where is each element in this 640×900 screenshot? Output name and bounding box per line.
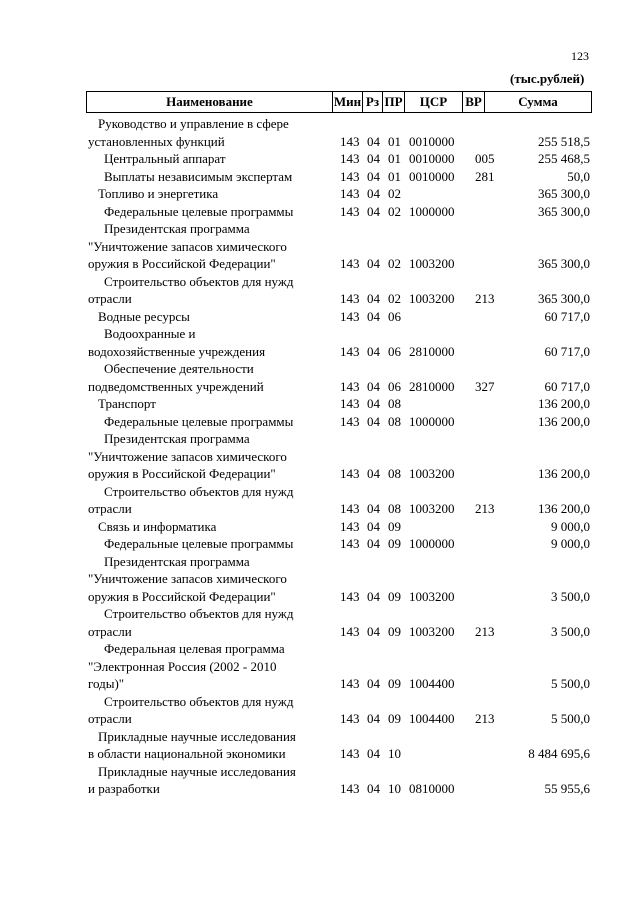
code-csr: 0810000 [409, 781, 455, 796]
row-name-line: "Уничтожение запасов химического [88, 448, 287, 464]
table-row [88, 185, 598, 203]
row-codes [340, 255, 505, 273]
row-name-line: в области национальной экономики [88, 746, 286, 761]
row-name-line: Президентская программа [104, 431, 250, 446]
code-pr: 10 [388, 746, 401, 761]
row-name [88, 728, 333, 763]
row-name [88, 203, 333, 221]
row-name [88, 168, 333, 186]
table-row [88, 115, 598, 150]
row-name [88, 273, 333, 308]
row-name [88, 518, 333, 536]
row-sum: 136 200,0 [538, 396, 590, 411]
row-name [88, 308, 333, 326]
header-name: Наименование [87, 92, 333, 112]
code-min: 143 [340, 256, 360, 271]
row-name [88, 185, 333, 203]
row-codes [340, 745, 505, 763]
code-pr: 09 [388, 536, 401, 551]
row-name [88, 605, 333, 640]
row-name [88, 115, 333, 150]
code-rz: 04 [367, 676, 380, 691]
row-codes [340, 203, 505, 221]
code-pr: 08 [388, 413, 401, 429]
row-name [88, 535, 333, 553]
code-rz: 04 [367, 378, 380, 394]
row-name [88, 763, 333, 798]
page-number: 123 [571, 49, 589, 63]
table-row [88, 395, 598, 413]
code-min: 143 [340, 343, 360, 359]
row-name [88, 430, 333, 483]
header-vr: ВР [463, 92, 485, 112]
row-sum: 365 300,0 [538, 186, 590, 201]
row-name-line: Прикладные научные исследования [98, 728, 296, 744]
row-name [88, 693, 333, 728]
code-rz: 04 [367, 203, 380, 219]
code-csr: 2810000 [409, 343, 455, 359]
code-min: 143 [340, 501, 360, 516]
code-pr: 08 [388, 501, 401, 516]
row-name-line: Строительство объектов для нужд [104, 606, 294, 621]
row-name-line: Транспорт [98, 396, 156, 411]
row-codes [340, 535, 505, 553]
code-rz: 04 [367, 413, 380, 429]
code-min: 143 [340, 623, 360, 639]
code-min: 143 [340, 588, 360, 604]
row-name [88, 325, 333, 360]
code-csr: 1003200 [409, 623, 455, 639]
row-name-line: установленных функций [88, 133, 225, 149]
code-csr: 1004400 [409, 711, 455, 726]
row-sum: 255 518,5 [538, 133, 590, 149]
row-name-line: и разработки [88, 781, 160, 796]
code-min: 143 [340, 308, 360, 324]
code-pr: 09 [388, 711, 401, 726]
row-sum: 9 000,0 [551, 536, 590, 551]
row-codes [340, 168, 505, 186]
row-name-line: Строительство объектов для нужд [104, 273, 294, 289]
row-name [88, 395, 333, 413]
table-row [88, 763, 598, 798]
row-sum: 136 200,0 [538, 466, 590, 481]
code-pr: 06 [388, 343, 401, 359]
header-rz: Рз [363, 92, 383, 112]
code-csr: 0010000 [409, 168, 455, 184]
code-min: 143 [340, 133, 360, 149]
code-vr: 213 [475, 711, 495, 726]
row-name-line: Водоохранные и [104, 326, 196, 341]
row-sum: 5 500,0 [551, 711, 590, 726]
code-pr: 02 [388, 203, 401, 219]
table-body [88, 115, 598, 798]
row-name-line: Обеспечение деятельности [104, 361, 254, 376]
table-row [88, 605, 598, 640]
code-rz: 04 [367, 308, 380, 324]
row-name-line: Строительство объектов для нужд [104, 483, 294, 499]
code-csr: 1003200 [409, 466, 455, 481]
row-codes [340, 150, 505, 168]
code-csr: 1003200 [409, 501, 455, 516]
row-name-line: оружия в Российской Федерации" [88, 466, 276, 481]
code-vr: 213 [475, 291, 495, 306]
code-min: 143 [340, 168, 360, 184]
row-name-line: Федеральные целевые программы [104, 413, 294, 429]
code-rz: 04 [367, 781, 380, 796]
row-sum: 60 717,0 [544, 378, 590, 394]
row-sum: 8 484 695,6 [528, 746, 590, 761]
code-csr: 1004400 [409, 676, 455, 691]
row-name-line: оружия в Российской Федерации" [88, 256, 276, 271]
table-row [88, 640, 598, 693]
row-codes [340, 308, 505, 326]
table-row [88, 518, 598, 536]
row-name-line: Президентская программа [104, 553, 250, 569]
row-name-line: Прикладные научные исследования [98, 763, 296, 779]
row-codes [340, 675, 505, 693]
code-csr: 1000000 [409, 203, 455, 219]
table-row [88, 203, 598, 221]
code-pr: 08 [388, 466, 401, 481]
row-sum: 136 200,0 [538, 413, 590, 429]
code-pr: 02 [388, 291, 401, 306]
row-name-line: отрасли [88, 501, 132, 516]
row-name [88, 483, 333, 518]
table-row [88, 273, 598, 308]
table-row [88, 413, 598, 431]
table-row [88, 693, 598, 728]
row-name-line: "Уничтожение запасов химического [88, 571, 287, 586]
code-csr: 0010000 [409, 151, 455, 166]
row-name-line: Федеральные целевые программы [104, 203, 294, 219]
code-csr: 0010000 [409, 133, 455, 149]
header-min: Мин [333, 92, 363, 112]
row-name-line: Водные ресурсы [98, 308, 190, 324]
row-name-line: отрасли [88, 623, 132, 639]
code-vr: 005 [475, 151, 495, 166]
code-rz: 04 [367, 256, 380, 271]
code-csr: 1000000 [409, 413, 455, 429]
header-csr: ЦСР [405, 92, 463, 112]
row-name-line: "Уничтожение запасов химического [88, 238, 287, 254]
row-codes [340, 710, 505, 728]
code-pr: 06 [388, 308, 401, 324]
code-vr: 327 [475, 378, 495, 394]
row-name-line: Связь и информатика [98, 518, 217, 534]
code-min: 143 [340, 711, 360, 726]
code-rz: 04 [367, 168, 380, 184]
row-codes [340, 518, 505, 536]
code-min: 143 [340, 151, 360, 166]
row-codes [340, 465, 505, 483]
code-pr: 09 [388, 623, 401, 639]
row-name-line: Строительство объектов для нужд [104, 693, 294, 709]
row-sum: 3 500,0 [551, 623, 590, 639]
row-codes [340, 623, 505, 641]
row-name-line: водохозяйственные учреждения [88, 343, 266, 359]
code-min: 143 [340, 466, 360, 481]
code-rz: 04 [367, 711, 380, 726]
code-csr: 1003200 [409, 588, 455, 604]
code-min: 143 [340, 203, 360, 219]
code-min: 143 [340, 746, 360, 761]
row-name-line: годы)" [88, 676, 125, 691]
code-pr: 09 [388, 518, 401, 534]
table-row [88, 728, 598, 763]
row-codes [340, 395, 505, 413]
row-codes [340, 378, 505, 396]
row-name-line: Федеральные целевые программы [104, 536, 294, 551]
code-min: 143 [340, 396, 360, 411]
code-min: 143 [340, 291, 360, 306]
code-pr: 10 [388, 781, 401, 796]
code-rz: 04 [367, 396, 380, 411]
row-sum: 255 468,5 [538, 151, 590, 166]
code-rz: 04 [367, 343, 380, 359]
table-row [88, 360, 598, 395]
row-name-line: отрасли [88, 711, 132, 726]
code-rz: 04 [367, 501, 380, 516]
row-sum: 365 300,0 [538, 291, 590, 306]
header-sum: Сумма [518, 94, 558, 109]
units-label: (тыс.рублей) [510, 71, 585, 86]
code-min: 143 [340, 186, 360, 201]
row-name [88, 553, 333, 606]
code-pr: 01 [388, 168, 401, 184]
table-header [86, 91, 592, 113]
row-sum: 55 955,6 [544, 781, 590, 796]
code-pr: 02 [388, 256, 401, 271]
table-row [88, 168, 598, 186]
code-rz: 04 [367, 588, 380, 604]
code-pr: 06 [388, 378, 401, 394]
row-codes [340, 500, 505, 518]
row-codes [340, 133, 505, 151]
row-sum: 9 000,0 [551, 518, 590, 534]
code-csr: 1003200 [409, 256, 455, 271]
code-csr: 1000000 [409, 536, 455, 551]
row-name-line: отрасли [88, 291, 132, 306]
row-name [88, 150, 333, 168]
code-min: 143 [340, 413, 360, 429]
code-vr: 213 [475, 623, 495, 639]
row-name [88, 360, 333, 395]
code-pr: 01 [388, 151, 401, 166]
row-name-line: Топливо и энергетика [98, 186, 219, 201]
code-min: 143 [340, 781, 360, 796]
code-pr: 08 [388, 396, 401, 411]
code-pr: 09 [388, 588, 401, 604]
code-min: 143 [340, 518, 360, 534]
row-name-line: Центральный аппарат [104, 151, 226, 166]
code-rz: 04 [367, 466, 380, 481]
code-rz: 04 [367, 151, 380, 166]
row-codes [340, 780, 505, 798]
code-min: 143 [340, 536, 360, 551]
code-rz: 04 [367, 746, 380, 761]
code-min: 143 [340, 676, 360, 691]
table-row [88, 308, 598, 326]
row-sum: 60 717,0 [544, 308, 590, 324]
code-vr: 281 [475, 168, 495, 184]
code-rz: 04 [367, 536, 380, 551]
code-pr: 02 [388, 186, 401, 201]
code-csr: 1003200 [409, 291, 455, 306]
row-name [88, 640, 333, 693]
row-name-line: подведомственных учреждений [88, 378, 264, 394]
code-vr: 213 [475, 501, 495, 516]
table-row [88, 535, 598, 553]
row-codes [340, 185, 505, 203]
row-codes [340, 343, 505, 361]
row-codes [340, 290, 505, 308]
table-row [88, 483, 598, 518]
code-min: 143 [340, 378, 360, 394]
row-name-line: Президентская программа [104, 221, 250, 236]
row-name-line: оружия в Российской Федерации" [88, 588, 276, 604]
code-rz: 04 [367, 623, 380, 639]
row-sum: 60 717,0 [544, 343, 590, 359]
row-name-line: Федеральная целевая программа [104, 641, 285, 656]
row-sum: 365 300,0 [538, 256, 590, 271]
row-sum: 365 300,0 [538, 203, 590, 219]
code-rz: 04 [367, 291, 380, 306]
table-row [88, 150, 598, 168]
row-sum: 5 500,0 [551, 676, 590, 691]
row-name-line: Выплаты независимым экспертам [104, 168, 293, 184]
row-name-line: "Электронная Россия (2002 - 2010 [88, 658, 277, 674]
code-csr: 2810000 [409, 378, 455, 394]
code-pr: 09 [388, 676, 401, 691]
code-pr: 01 [388, 133, 401, 149]
row-name-line: Руководство и управление в сфере [98, 116, 289, 131]
row-sum: 50,0 [567, 168, 590, 184]
table-row [88, 220, 598, 273]
table-row [88, 553, 598, 606]
row-sum: 136 200,0 [538, 501, 590, 516]
table-row [88, 325, 598, 360]
row-codes [340, 588, 505, 606]
table-row [88, 430, 598, 483]
header-pr: ПР [383, 92, 405, 112]
code-rz: 04 [367, 133, 380, 149]
row-name [88, 413, 333, 431]
row-codes [340, 413, 505, 431]
code-rz: 04 [367, 518, 380, 534]
row-name [88, 220, 333, 273]
code-rz: 04 [367, 186, 380, 201]
row-sum: 3 500,0 [551, 588, 590, 604]
